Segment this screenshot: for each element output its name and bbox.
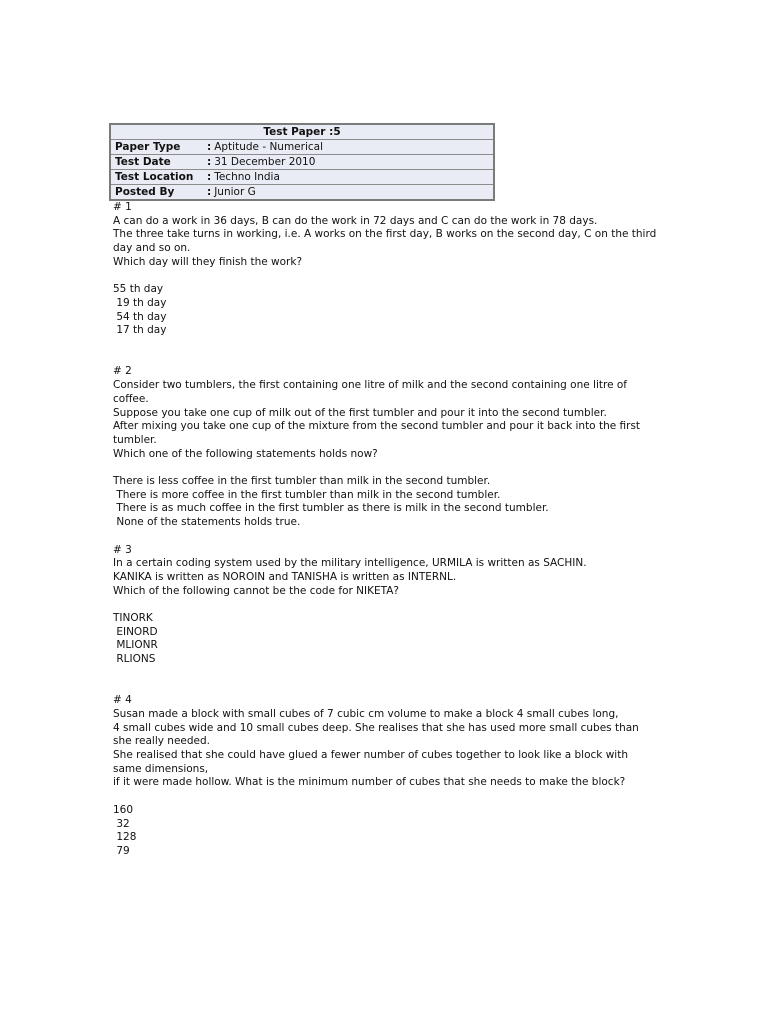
question-text: Consider two tumblers, the first containing one litre of milk and the second containing one litre of coffee. Suppose you take one cup of milk out of the first tumbler and pour it into the second tumbler. After mixing you take one cup of the mixture from the second tumbler and pour it back into the first tumbler. Which one of the following statements holds now? — [113, 379, 641, 460]
info-row-paper-type: Paper Type : Aptitude - Numerical — [110, 140, 494, 155]
answer-option: EINORD — [113, 625, 158, 638]
answer-option: RLIONS — [113, 653, 156, 666]
answer-option: MLIONR — [113, 639, 158, 652]
answer-options — [113, 283, 658, 338]
answer-option: 19 th day — [113, 296, 167, 309]
test-paper-title: Test Paper :5 — [110, 124, 494, 140]
questions-list — [113, 201, 658, 859]
answer-option: 55 th day — [113, 283, 164, 296]
info-label: Test Date — [110, 155, 203, 170]
answer-option: 160 — [113, 803, 134, 816]
answer-option: TINORK — [113, 612, 153, 625]
info-label: Posted By — [110, 185, 203, 201]
answer-options — [113, 804, 658, 859]
answer-options — [113, 475, 658, 530]
answer-option: There is as much coffee in the first tumbler as there is milk in the second tumbler. — [113, 502, 549, 515]
question-4 — [113, 694, 658, 858]
info-value: Junior G — [214, 186, 256, 198]
question-number: # 1 — [113, 201, 132, 213]
answer-option: 128 — [113, 831, 137, 844]
question-number: # 2 — [113, 365, 132, 378]
info-value: Techno India — [214, 171, 280, 183]
info-value: Aptitude - Numerical — [214, 141, 324, 153]
answer-option: None of the statements holds true. — [113, 516, 301, 529]
answer-option: 79 — [113, 844, 130, 857]
info-row-test-location: Test Location : Techno India — [110, 170, 494, 185]
answer-options — [113, 612, 658, 667]
question-number: # 3 — [113, 543, 132, 556]
info-row-posted-by: Posted By : Junior G — [110, 185, 494, 201]
info-label: Paper Type — [110, 140, 203, 155]
test-paper-info-table — [109, 123, 495, 201]
answer-option: There is more coffee in the first tumbler than milk in the second tumbler. — [113, 488, 501, 501]
info-value: 31 December 2010 — [214, 156, 316, 168]
question-number: # 4 — [113, 694, 132, 707]
answer-option: 17 th day — [113, 324, 167, 337]
answer-option: There is less coffee in the first tumbler than milk in the second tumbler. — [113, 475, 491, 488]
question-1 — [113, 201, 658, 338]
question-text: In a certain coding system used by the military intelligence, URMILA is written as SACHIN. KANIKA is written as NOROIN and TANISHA is written as INTERNL. Which of the following cannot be the code for NIKETA? — [113, 557, 587, 597]
question-text: Susan made a block with small cubes of 7 cubic cm volume to make a block 4 small cubes long, 4 small cubes wide and 10 small cubes deep. She realises that she has used more small cubes than she really needed. She realised that she could have glued a fewer number of cubes together to look like a block with same dimensions, if it were made hollow. What is the minimum number of cubes that she needs to make the block? — [113, 707, 639, 789]
info-label: Test Location — [110, 170, 203, 185]
answer-option: 54 th day — [113, 310, 167, 323]
question-3 — [113, 544, 658, 667]
answer-option: 32 — [113, 817, 130, 830]
question-2 — [113, 365, 658, 529]
question-text: A can do a work in 36 days, B can do the work in 72 days and C can do the work in 78 days. The three take turns in working, i.e. A works on the first day, B works on the second day, C on the third day and so on. Which day will they finish the work? — [113, 214, 657, 268]
info-row-test-date: Test Date : 31 December 2010 — [110, 155, 494, 170]
